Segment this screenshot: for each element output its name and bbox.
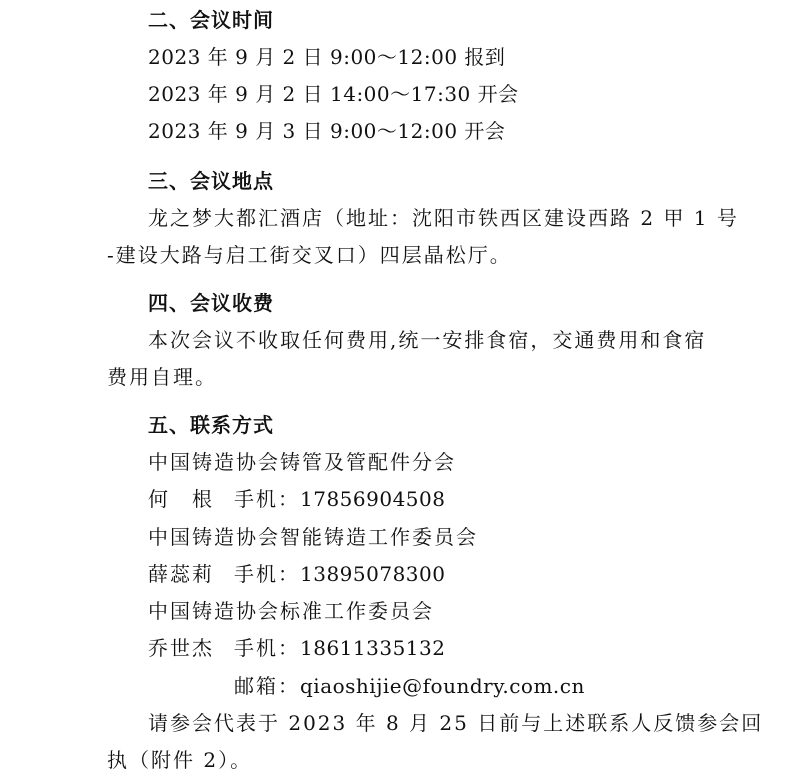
contact-email-row [234, 674, 585, 698]
fees-line-2: 费用自理。 [107, 365, 217, 389]
contact-person-1-phone: 17856904508 [300, 487, 446, 511]
closing-line-1: 请参会代表于 2023 年 8 月 25 日前与上述联系人反馈参会回 [148, 711, 764, 735]
contact-person-2 [148, 562, 445, 586]
contact-person-3-name: 乔世杰 [148, 636, 214, 660]
contact-person-3-phone-label: 手机： [234, 636, 300, 660]
heading-meeting-time: 二、会议时间 [148, 8, 274, 32]
contact-person-1 [148, 487, 445, 511]
heading-meeting-location: 三、会议地点 [148, 169, 274, 193]
time-line-3: 2023 年 9 月 3 日 9:00～12:00 开会 [148, 119, 506, 143]
contact-org-1: 中国铸造协会铸管及管配件分会 [148, 450, 456, 474]
contact-person-1-phone-label: 手机： [234, 487, 300, 511]
location-line-1: 龙之梦大都汇酒店（地址：沈阳市铁西区建设西路 2 甲 1 号 [148, 206, 739, 230]
time-line-2: 2023 年 9 月 2 日 14:00～17:30 开会 [148, 82, 519, 106]
contact-person-2-name: 薛蕊莉 [148, 562, 214, 586]
fees-line-1: 本次会议不收取任何费用,统一安排食宿，交通费用和食宿 [148, 328, 707, 352]
contact-person-2-phone: 13895078300 [300, 562, 446, 586]
closing-line-2: 执（附件 2）。 [107, 748, 253, 772]
contact-person-3 [148, 636, 445, 660]
contact-email-label: 邮箱： [234, 674, 300, 698]
contact-person-3-phone: 18611335132 [300, 636, 446, 660]
contact-person-2-phone-label: 手机： [234, 562, 300, 586]
heading-meeting-fees: 四、会议收费 [148, 291, 274, 315]
location-line-2: -建设大路与启工街交叉口）四层晶松厅。 [107, 243, 512, 267]
contact-org-3: 中国铸造协会标准工作委员会 [148, 599, 434, 623]
heading-contact: 五、联系方式 [148, 413, 274, 437]
time-line-1: 2023 年 9 月 2 日 9:00～12:00 报到 [148, 45, 506, 69]
contact-email: qiaoshijie@foundry.com.cn [300, 674, 585, 698]
contact-person-1-name: 何 根 [148, 487, 214, 511]
contact-org-2: 中国铸造协会智能铸造工作委员会 [148, 525, 478, 549]
